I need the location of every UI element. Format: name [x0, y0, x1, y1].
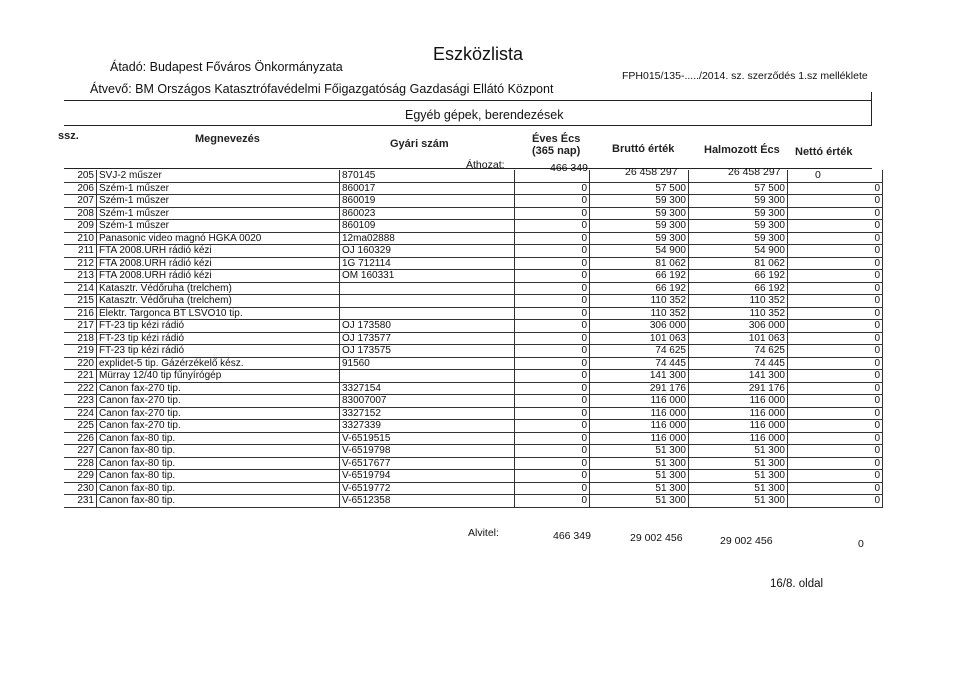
row-number: 205 [64, 170, 97, 182]
row-brutto: 74 445 [590, 357, 689, 370]
row-number: 230 [64, 482, 97, 495]
row-name: Canon fax-270 tip. [97, 395, 340, 408]
row-netto [788, 170, 883, 182]
row-netto: 0 [788, 382, 883, 395]
row-brutto: 116 000 [590, 395, 689, 408]
row-name: Canon fax-80 tip. [97, 445, 340, 458]
row-name: FTA 2008.URH rádió kézi [97, 257, 340, 270]
table-row [64, 220, 883, 233]
row-netto: 0 [788, 482, 883, 495]
row-halmozott: 51 300 [689, 470, 788, 483]
table-row [64, 432, 883, 445]
row-halmozott: 116 000 [689, 432, 788, 445]
table-row [64, 320, 883, 333]
row-serial: 3327339 [340, 420, 515, 433]
carry-halmozott: 26 458 297 [728, 166, 781, 178]
row-number: 213 [64, 270, 97, 283]
recipient-line: Átvevő: BM Országos Katasztrófavédelmi Főigazgatóság Gazdasági Ellátó Központ [90, 82, 554, 96]
header-top-rule [64, 100, 872, 101]
row-number: 209 [64, 220, 97, 233]
row-number: 217 [64, 320, 97, 333]
row-brutto: 116 000 [590, 432, 689, 445]
row-halmozott: 74 445 [689, 357, 788, 370]
row-eves: 0 [515, 195, 590, 208]
row-serial: 3327154 [340, 382, 515, 395]
row-brutto: 116 000 [590, 420, 689, 433]
row-number: 214 [64, 282, 97, 295]
row-eves: 0 [515, 382, 590, 395]
row-serial: V-6519515 [340, 432, 515, 445]
row-name: Szém-1 műszer [97, 195, 340, 208]
row-halmozott: 51 300 [689, 445, 788, 458]
row-halmozott: 101 063 [689, 332, 788, 345]
row-number: 231 [64, 495, 97, 508]
totals-brutto: 29 002 456 [630, 532, 683, 544]
row-eves: 0 [515, 220, 590, 233]
row-name: Canon fax-270 tip. [97, 407, 340, 420]
row-netto: 0 [788, 207, 883, 220]
row-brutto: 110 352 [590, 295, 689, 308]
row-serial: V-6519794 [340, 470, 515, 483]
row-eves: 0 [515, 232, 590, 245]
row-number: 220 [64, 357, 97, 370]
column-header-eves [532, 133, 580, 157]
header-right-rule [871, 92, 872, 126]
table-row [64, 407, 883, 420]
document-title: Eszközlista [433, 44, 524, 64]
row-number: 223 [64, 395, 97, 408]
row-serial: OJ 173580 [340, 320, 515, 333]
table-row [64, 282, 883, 295]
row-serial: 83007007 [340, 395, 515, 408]
row-netto: 0 [788, 282, 883, 295]
column-header-netto: Nettó érték [795, 146, 853, 158]
row-eves: 0 [515, 307, 590, 320]
table-row [64, 245, 883, 258]
row-halmozott: 110 352 [689, 307, 788, 320]
table-row [64, 357, 883, 370]
row-netto: 0 [788, 307, 883, 320]
row-netto: 0 [788, 445, 883, 458]
row-brutto: 66 192 [590, 282, 689, 295]
row-netto: 0 [788, 407, 883, 420]
carry-label: Áthozat: [466, 159, 505, 171]
row-name: Canon fax-80 tip. [97, 470, 340, 483]
row-halmozott: 116 000 [689, 407, 788, 420]
row-netto: 0 [788, 270, 883, 283]
row-brutto: 116 000 [590, 407, 689, 420]
row-name: Szém-1 műszer [97, 207, 340, 220]
row-netto: 0 [788, 432, 883, 445]
row-eves: 0 [515, 182, 590, 195]
row-number: 219 [64, 345, 97, 358]
table-row [64, 195, 883, 208]
row-number: 226 [64, 432, 97, 445]
row-netto: 0 [788, 220, 883, 233]
row-serial: 1G 712114 [340, 257, 515, 270]
row-netto: 0 [788, 345, 883, 358]
row-serial: 860017 [340, 182, 515, 195]
row-netto: 0 [788, 457, 883, 470]
row-eves: 0 [515, 457, 590, 470]
row-eves: 0 [515, 282, 590, 295]
row-serial [340, 282, 515, 295]
row-netto: 0 [788, 232, 883, 245]
table-row [64, 420, 883, 433]
asset-table [64, 170, 883, 508]
row-eves: 0 [515, 407, 590, 420]
row-eves: 0 [515, 332, 590, 345]
row-eves: 0 [515, 207, 590, 220]
table-row [64, 182, 883, 195]
row-eves: 0 [515, 295, 590, 308]
row-serial: 12ma02888 [340, 232, 515, 245]
row-name: FTA 2008.URH rádió kézi [97, 245, 340, 258]
table-row [64, 457, 883, 470]
row-netto: 0 [788, 332, 883, 345]
row-eves: 0 [515, 345, 590, 358]
row-serial: V-6519772 [340, 482, 515, 495]
row-serial: 91560 [340, 357, 515, 370]
row-number: 215 [64, 295, 97, 308]
row-number: 207 [64, 195, 97, 208]
row-brutto: 66 192 [590, 270, 689, 283]
row-netto: 0 [788, 245, 883, 258]
row-name: Panasonic video magnó HGKA 0020 [97, 232, 340, 245]
row-netto: 0 [788, 370, 883, 383]
row-halmozott: 110 352 [689, 295, 788, 308]
table-row [64, 445, 883, 458]
row-serial [340, 370, 515, 383]
table-row [64, 207, 883, 220]
row-halmozott: 116 000 [689, 395, 788, 408]
table-row [64, 470, 883, 483]
row-brutto: 74 625 [590, 345, 689, 358]
table-row [64, 482, 883, 495]
row-number: 210 [64, 232, 97, 245]
row-eves: 0 [515, 482, 590, 495]
row-brutto: 141 300 [590, 370, 689, 383]
row-halmozott: 306 000 [689, 320, 788, 333]
row-number: 216 [64, 307, 97, 320]
row-eves: 0 [515, 445, 590, 458]
table-row [64, 232, 883, 245]
table-row [64, 345, 883, 358]
column-header-ssz: ssz. [58, 130, 79, 142]
row-brutto [590, 170, 689, 182]
row-serial: 3327152 [340, 407, 515, 420]
row-eves: 0 [515, 270, 590, 283]
row-halmozott: 59 300 [689, 195, 788, 208]
carry-eves: 466 349 [550, 162, 588, 174]
row-halmozott: 51 300 [689, 482, 788, 495]
row-halmozott: 81 062 [689, 257, 788, 270]
row-serial: OM 160331 [340, 270, 515, 283]
table-row [64, 257, 883, 270]
contract-reference: FPH015/135-...../2014. sz. szerződés 1.sz melléklete [622, 70, 868, 82]
row-netto: 0 [788, 295, 883, 308]
row-halmozott: 59 300 [689, 232, 788, 245]
table-row [64, 170, 883, 182]
row-serial: 860109 [340, 220, 515, 233]
row-name: FT-23 tip kézi rádió [97, 320, 340, 333]
row-name: Szém-1 műszer [97, 182, 340, 195]
row-brutto: 51 300 [590, 495, 689, 508]
row-name: explidet-5 tip. Gázérzékelő kész. [97, 357, 340, 370]
row-number: 208 [64, 207, 97, 220]
row-netto: 0 [788, 357, 883, 370]
row-number: 212 [64, 257, 97, 270]
row-name: Canon fax-80 tip. [97, 457, 340, 470]
totals-netto: 0 [858, 538, 864, 550]
row-brutto: 51 300 [590, 457, 689, 470]
row-name: FT-23 tip kézi rádió [97, 332, 340, 345]
table-row [64, 395, 883, 408]
row-netto: 0 [788, 395, 883, 408]
row-number: 225 [64, 420, 97, 433]
row-name: Szém-1 műszer [97, 220, 340, 233]
row-name: Katasztr. Védőruha (trelchem) [97, 295, 340, 308]
row-netto: 0 [788, 495, 883, 508]
row-eves [515, 170, 590, 182]
row-eves: 0 [515, 470, 590, 483]
row-halmozott: 57 500 [689, 182, 788, 195]
totals-halmozott: 29 002 456 [720, 535, 773, 547]
row-netto: 0 [788, 320, 883, 333]
row-name: Katasztr. Védőruha (trelchem) [97, 282, 340, 295]
row-serial: 860023 [340, 207, 515, 220]
table-row [64, 295, 883, 308]
row-netto: 0 [788, 182, 883, 195]
row-number: 218 [64, 332, 97, 345]
row-halmozott: 141 300 [689, 370, 788, 383]
table-row [64, 332, 883, 345]
row-halmozott: 116 000 [689, 420, 788, 433]
row-brutto: 51 300 [590, 445, 689, 458]
column-header-eves-line2: (365 nap) [532, 145, 581, 157]
row-brutto: 57 500 [590, 182, 689, 195]
row-name: Canon fax-270 tip. [97, 382, 340, 395]
row-number: 206 [64, 182, 97, 195]
row-name: Canon fax-80 tip. [97, 482, 340, 495]
row-netto: 0 [788, 470, 883, 483]
row-serial: 870145 [340, 170, 515, 182]
row-serial: 860019 [340, 195, 515, 208]
row-halmozott: 51 300 [689, 495, 788, 508]
row-netto: 0 [788, 195, 883, 208]
row-halmozott: 291 176 [689, 382, 788, 395]
row-number: 229 [64, 470, 97, 483]
column-header-brutto: Bruttó érték [612, 143, 675, 155]
row-halmozott: 59 300 [689, 207, 788, 220]
row-halmozott: 66 192 [689, 282, 788, 295]
row-serial [340, 307, 515, 320]
row-brutto: 51 300 [590, 482, 689, 495]
row-eves: 0 [515, 495, 590, 508]
row-brutto: 306 000 [590, 320, 689, 333]
carry-netto: 0 [815, 169, 821, 181]
header-mid-rule [64, 125, 872, 126]
row-serial: OJ 173577 [340, 332, 515, 345]
row-serial: OJ 160329 [340, 245, 515, 258]
row-eves: 0 [515, 370, 590, 383]
row-serial: V-6517677 [340, 457, 515, 470]
row-number: 228 [64, 457, 97, 470]
row-serial [340, 295, 515, 308]
row-number: 224 [64, 407, 97, 420]
column-header-serial: Gyári szám [390, 138, 449, 150]
row-number: 222 [64, 382, 97, 395]
row-eves: 0 [515, 257, 590, 270]
row-halmozott: 51 300 [689, 457, 788, 470]
row-brutto: 51 300 [590, 470, 689, 483]
row-number: 211 [64, 245, 97, 258]
table-row [64, 370, 883, 383]
row-halmozott [689, 170, 788, 182]
row-eves: 0 [515, 357, 590, 370]
row-brutto: 59 300 [590, 232, 689, 245]
totals-label: Alvitel: [468, 527, 499, 539]
asset-table-body [64, 170, 883, 507]
row-brutto: 291 176 [590, 382, 689, 395]
totals-eves: 466 349 [553, 530, 591, 542]
row-brutto: 59 300 [590, 207, 689, 220]
row-eves: 0 [515, 245, 590, 258]
transferor-line: Átadó: Budapest Főváros Önkormányzata [110, 60, 343, 74]
row-name: FTA 2008.URH rádió kézi [97, 270, 340, 283]
row-brutto: 59 300 [590, 220, 689, 233]
row-name: Canon fax-80 tip. [97, 495, 340, 508]
carry-brutto: 26 458 297 [625, 166, 678, 178]
column-header-name: Megnevezés [195, 133, 260, 145]
row-eves: 0 [515, 432, 590, 445]
row-halmozott: 74 625 [689, 345, 788, 358]
section-title: Egyéb gépek, berendezések [405, 108, 564, 122]
row-serial: OJ 173575 [340, 345, 515, 358]
column-header-eves-line1: Éves Écs [532, 133, 581, 145]
column-header-halmozott: Halmozott Écs [704, 144, 780, 156]
row-name: Elektr. Targonca BT LSVO10 tip. [97, 307, 340, 320]
row-brutto: 54 900 [590, 245, 689, 258]
row-eves: 0 [515, 420, 590, 433]
row-name: Canon fax-270 tip. [97, 420, 340, 433]
table-row [64, 495, 883, 508]
row-serial: V-6519798 [340, 445, 515, 458]
row-serial: V-6512358 [340, 495, 515, 508]
row-eves: 0 [515, 320, 590, 333]
row-halmozott: 54 900 [689, 245, 788, 258]
row-brutto: 59 300 [590, 195, 689, 208]
row-brutto: 81 062 [590, 257, 689, 270]
row-name: Canon fax-80 tip. [97, 432, 340, 445]
row-halmozott: 59 300 [689, 220, 788, 233]
row-netto: 0 [788, 420, 883, 433]
row-halmozott: 66 192 [689, 270, 788, 283]
table-row [64, 307, 883, 320]
table-row [64, 270, 883, 283]
row-number: 221 [64, 370, 97, 383]
row-name: Mürray 12/40 tip fűnyírógép [97, 370, 340, 383]
row-brutto: 101 063 [590, 332, 689, 345]
row-name: SVJ-2 műszer [97, 170, 340, 182]
row-eves: 0 [515, 395, 590, 408]
page-number: 16/8. oldal [770, 578, 824, 590]
row-netto: 0 [788, 257, 883, 270]
row-brutto: 110 352 [590, 307, 689, 320]
row-number: 227 [64, 445, 97, 458]
table-row [64, 382, 883, 395]
row-name: FT-23 tip kézi rádió [97, 345, 340, 358]
